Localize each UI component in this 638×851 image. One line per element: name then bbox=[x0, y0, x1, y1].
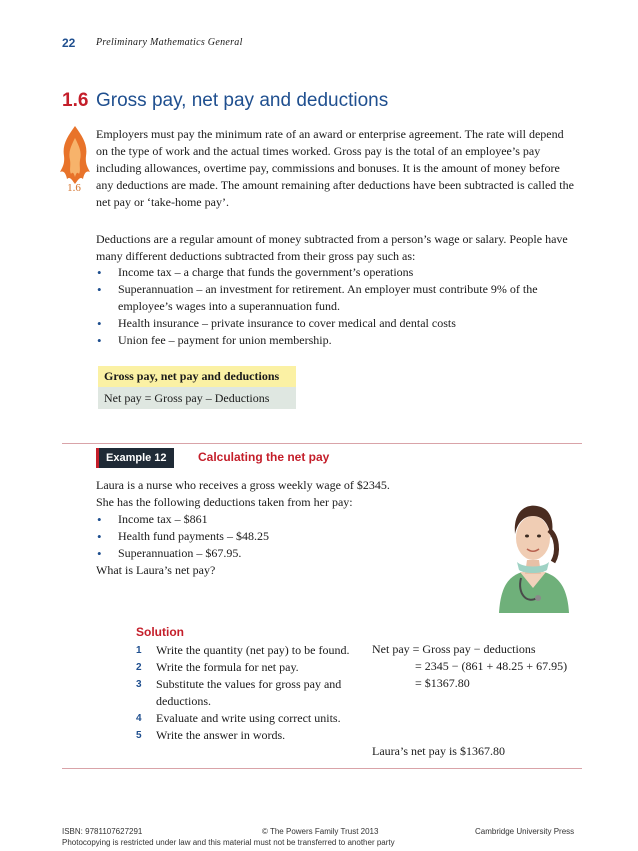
example-bottom-rule bbox=[62, 768, 582, 769]
footer-isbn: ISBN: 9781107627291 bbox=[62, 827, 143, 836]
step-text: Write the answer in words. bbox=[156, 728, 286, 742]
example-deductions-list bbox=[96, 511, 456, 562]
list-item: • Income tax – $861 bbox=[96, 511, 456, 528]
intro-paragraph: Employers must pay the minimum rate of an award or enterprise agreement. The rate will depend on the type of work and the actual times worked. Gross pay is the total of an employee’s pay including allowances, overtime pay, commissions and bonuses. It is the amount of money before any deductions are made. The amount remaining after deductions have been subtracted is called the net pay or ‘take-home pay’. bbox=[96, 127, 574, 209]
running-title: Preliminary Mathematics General bbox=[96, 37, 243, 48]
list-item: • Health insurance – private insurance to cover medical and dental costs bbox=[96, 315, 576, 332]
list-item: • Income tax – a charge that funds the government’s operations bbox=[96, 264, 576, 281]
step-number: 1 bbox=[136, 645, 142, 656]
deductions-list bbox=[96, 264, 576, 349]
nurse-photo bbox=[487, 480, 580, 613]
step-number: 4 bbox=[136, 713, 142, 724]
step-text: Write the quantity (net pay) to be found. bbox=[156, 643, 350, 657]
solution-step bbox=[136, 676, 366, 710]
footer-publisher: Cambridge University Press bbox=[475, 827, 575, 836]
example-question-final: What is Laura’s net pay? bbox=[96, 563, 216, 577]
list-item: • Health fund payments – $48.25 bbox=[96, 528, 456, 545]
solution-step bbox=[136, 642, 366, 659]
working-line-2: = 2345 − (861 + 48.25 + 67.95) bbox=[415, 659, 568, 673]
list-item: • Superannuation – $67.95. bbox=[96, 545, 456, 562]
final-answer: Laura’s net pay is $1367.80 bbox=[372, 744, 505, 758]
margin-section-label: 1.6 bbox=[67, 182, 81, 194]
list-item: • Superannuation – an investment for retirement. An employer must contribute 9% of the employee’s wages into a superannuation fund. bbox=[96, 281, 576, 315]
section-title: Gross pay, net pay and deductions bbox=[96, 90, 389, 111]
formula-box-title: Gross pay, net pay and deductions bbox=[98, 366, 296, 387]
example-top-rule bbox=[62, 443, 582, 444]
solution-steps bbox=[136, 642, 366, 744]
example-question bbox=[96, 477, 476, 511]
step-text: Evaluate and write using correct units. bbox=[156, 711, 341, 725]
working-line-1: Net pay = Gross pay − deductions bbox=[372, 642, 536, 656]
footer-copyright: © The Powers Family Trust 2013 bbox=[262, 827, 379, 836]
question-line: She has the following deductions taken from her pay: bbox=[96, 495, 353, 509]
solution-step bbox=[136, 727, 366, 744]
solution-heading: Solution bbox=[136, 625, 184, 639]
list-item: • Union fee – payment for union membership. bbox=[96, 332, 576, 349]
solution-step bbox=[136, 710, 366, 727]
deductions-intro-paragraph: Deductions are a regular amount of money subtracted from a person’s wage or salary. People have many different deductions subtracted from their gross pay such as: bbox=[96, 232, 568, 263]
formula-box-formula: Net pay = Gross pay – Deductions bbox=[98, 387, 296, 409]
example-badge: Example 12 bbox=[96, 448, 174, 468]
question-line: Laura is a nurse who receives a gross weekly wage of $2345. bbox=[96, 478, 390, 492]
solution-step bbox=[136, 659, 366, 676]
step-text: Write the formula for net pay. bbox=[156, 660, 299, 674]
formula-box bbox=[98, 366, 296, 409]
step-number: 3 bbox=[136, 679, 142, 690]
footer-notice: Photocopying is restricted under law and this material must not be transferred to another party bbox=[62, 838, 395, 847]
section-number: 1.6 bbox=[62, 90, 89, 111]
step-number: 5 bbox=[136, 730, 142, 741]
working-line-3: = $1367.80 bbox=[415, 676, 470, 690]
step-text: Substitute the values for gross pay and deductions. bbox=[156, 677, 342, 708]
step-number: 2 bbox=[136, 662, 142, 673]
example-title: Calculating the net pay bbox=[198, 450, 330, 464]
page-number: 22 bbox=[62, 36, 76, 50]
